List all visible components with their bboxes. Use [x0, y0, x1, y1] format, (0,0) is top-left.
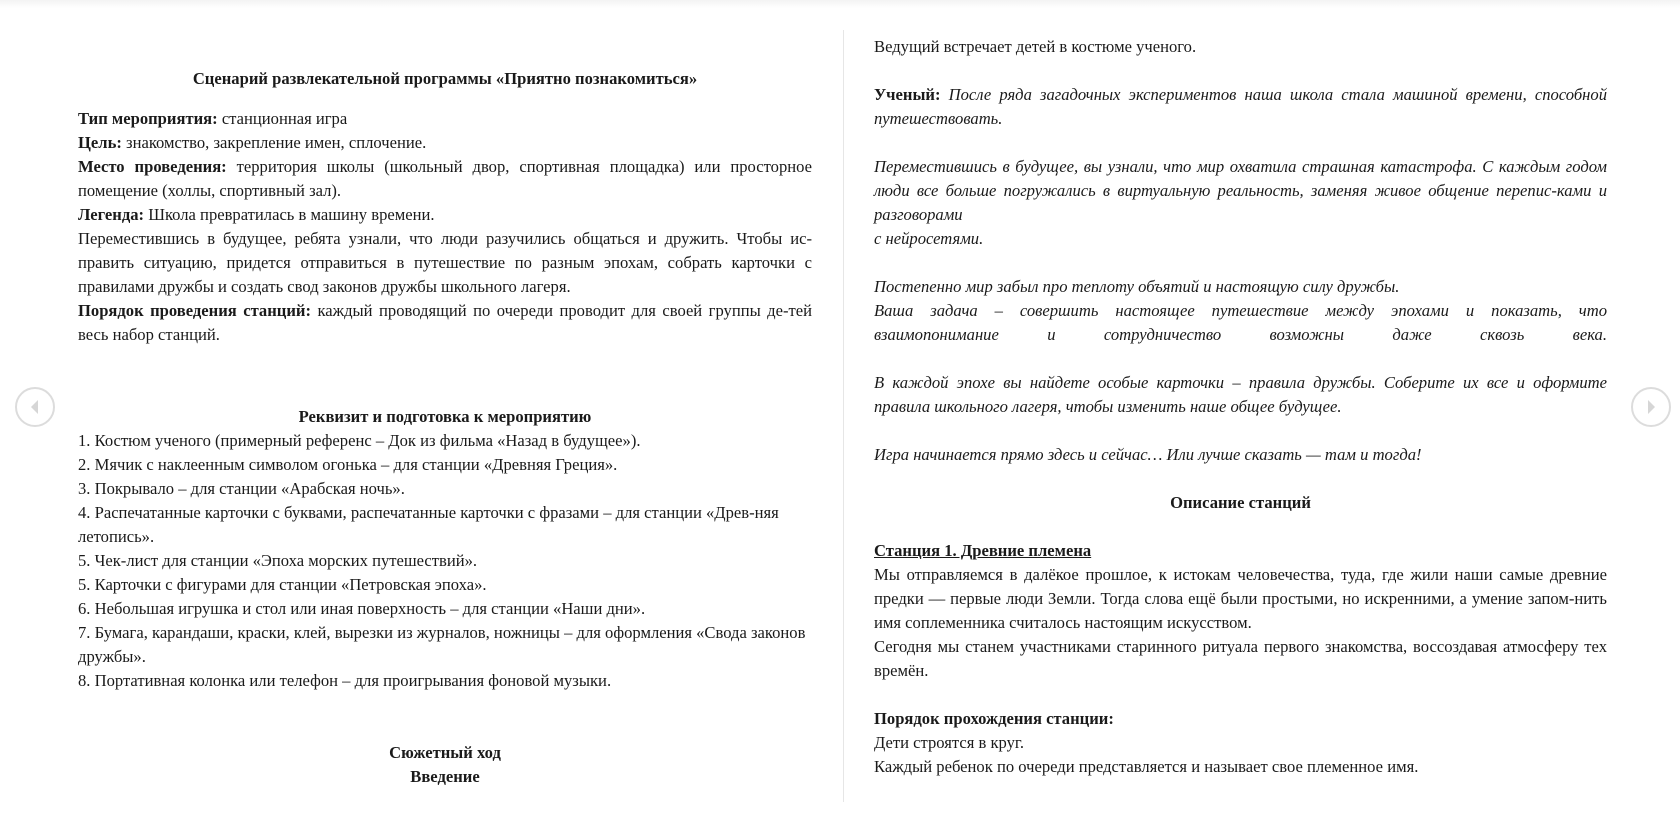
legend-label: Легенда:	[78, 205, 145, 224]
chevron-right-icon	[1633, 389, 1669, 425]
next-page-button[interactable]	[1631, 387, 1671, 427]
event-type-line	[78, 107, 812, 131]
props-item-5: 5. Чек-лист для станции «Эпоха морских путешествий».	[78, 551, 478, 570]
stations-heading: Описание станций	[1170, 493, 1311, 512]
order-paragraph	[78, 299, 812, 347]
cards-paragraph: В каждой эпохе вы найдете особые карточки – правила дружбы. Соберите их все и оформите правила школьного лагеря, чтобы изменить наше общее будущее.	[874, 373, 1607, 416]
legend-line	[78, 203, 812, 227]
goal-value: знакомство, закрепление имен, сплочение.	[121, 133, 427, 152]
props-item-2: 2. Мячик с наклеенным символом огонька – для станции «Древняя Греция».	[78, 455, 618, 474]
scientist-paragraph	[874, 83, 1607, 131]
props-item-1: 1. Костюм ученого (примерный референс – Док из фильма «Назад в будущее»).	[78, 431, 641, 450]
props-item-8: 7. Бумага, карандаши, краски, клей, вырезки из журналов, ножницы – для оформления «Свода законов дружбы».	[78, 623, 806, 666]
legend-value: Школа превратилась в машину времени.	[144, 205, 435, 224]
forgot-line: Постепенно мир забыл про теплоту объятий и настоящую силу дружбы.	[874, 277, 1400, 296]
intro-heading: Введение	[410, 767, 480, 786]
goal-line	[78, 131, 812, 155]
right-page	[844, 0, 1680, 815]
future-paragraph-end: с нейросетями.	[874, 229, 984, 248]
props-item-9: 8. Портативная колонка или телефон – для проигрывания фоновой музыки.	[78, 671, 612, 690]
station-order-heading: Порядок прохождения станции:	[874, 709, 1114, 728]
props-item-6: 5. Карточки с фигурами для станции «Петровская эпоха».	[78, 575, 487, 594]
event-type-label: Тип мероприятия:	[78, 109, 218, 128]
scientist-speech: После ряда загадочных экспериментов наша школа стала машиной времени, способной путешествовать.	[874, 85, 1607, 128]
event-type-value: станционная игра	[217, 109, 348, 128]
station-1-paragraph: Мы отправляемся в далёкое прошлое, к истокам человечества, туда, где жили наши самые древние предки — первые люди Земли. Тогда слова ещё были простыми, но искренними, а умение запом-нить имя соплеменника считалось настоящим искусством.	[874, 565, 1607, 632]
props-item-4: 4. Распечатанные карточки с буквами, распечатанные карточки с фразами – для станции «Древ-няя летопись».	[78, 503, 779, 546]
place-label: Место проведения:	[78, 157, 227, 176]
props-heading: Реквизит и подготовка к мероприятию	[298, 407, 592, 426]
document-title: Сценарий развлекательной программы «Приятно познакомиться»	[192, 69, 698, 88]
scientist-label: Ученый:	[874, 85, 941, 104]
chevron-left-icon	[17, 389, 53, 425]
place-paragraph	[78, 155, 812, 203]
station-step-2: Каждый ребенок по очереди представляется и называет свое племенное имя.	[874, 757, 1419, 776]
plot-heading: Сюжетный ход	[389, 743, 501, 762]
station-step-1: Дети строятся в круг.	[874, 733, 1024, 752]
order-label: Порядок проведения станций:	[78, 301, 311, 320]
legend-paragraph: Переместившись в будущее, ребята узнали, что люди разучились общаться и дружить. Чтобы ис-править ситуацию, придется отправиться в путешествие по разным эпохам, собрать карточки с правилами дружбы и создать свод законов дружбы школьного лагеря.	[78, 229, 812, 296]
task-paragraph: Ваша задача – совершить настоящее путешествие между эпохами и показать, что взаимопонимание и сотрудничество возможны даже сквозь века.	[874, 301, 1607, 344]
station-1-heading: Станция 1. Древние племена	[874, 541, 1092, 560]
host-line: Ведущий встречает детей в костюме ученого.	[874, 37, 1197, 56]
props-item-7: 6. Небольшая игрушка и стол или иная поверхность – для станции «Наши дни».	[78, 599, 646, 618]
place-value: территория школы (школьный двор, спортивная площадка) или просторное помещение (холлы, спортивный зал).	[78, 157, 813, 200]
prev-page-button[interactable]	[15, 387, 55, 427]
future-paragraph: Переместившись в будущее, вы узнали, что мир охватила страшная катастрофа. С каждым годом люди все больше погружались в виртуальную реальность, заменяя живое общение перепис-ками и разговорами	[874, 157, 1607, 224]
order-value: каждый проводящий по очереди проводит для своей группы де-тей весь набор станций.	[78, 301, 813, 344]
props-item-3: 3. Покрывало – для станции «Арабская ночь».	[78, 479, 405, 498]
start-line: Игра начинается прямо здесь и сейчас… Или лучше сказать — там и тогда!	[874, 445, 1422, 464]
goal-label: Цель:	[78, 133, 122, 152]
station-1-paragraph-2: Сегодня мы станем участниками старинного ритуала первого знакомства, воссоздавая атмосферу тех времён.	[874, 637, 1607, 680]
